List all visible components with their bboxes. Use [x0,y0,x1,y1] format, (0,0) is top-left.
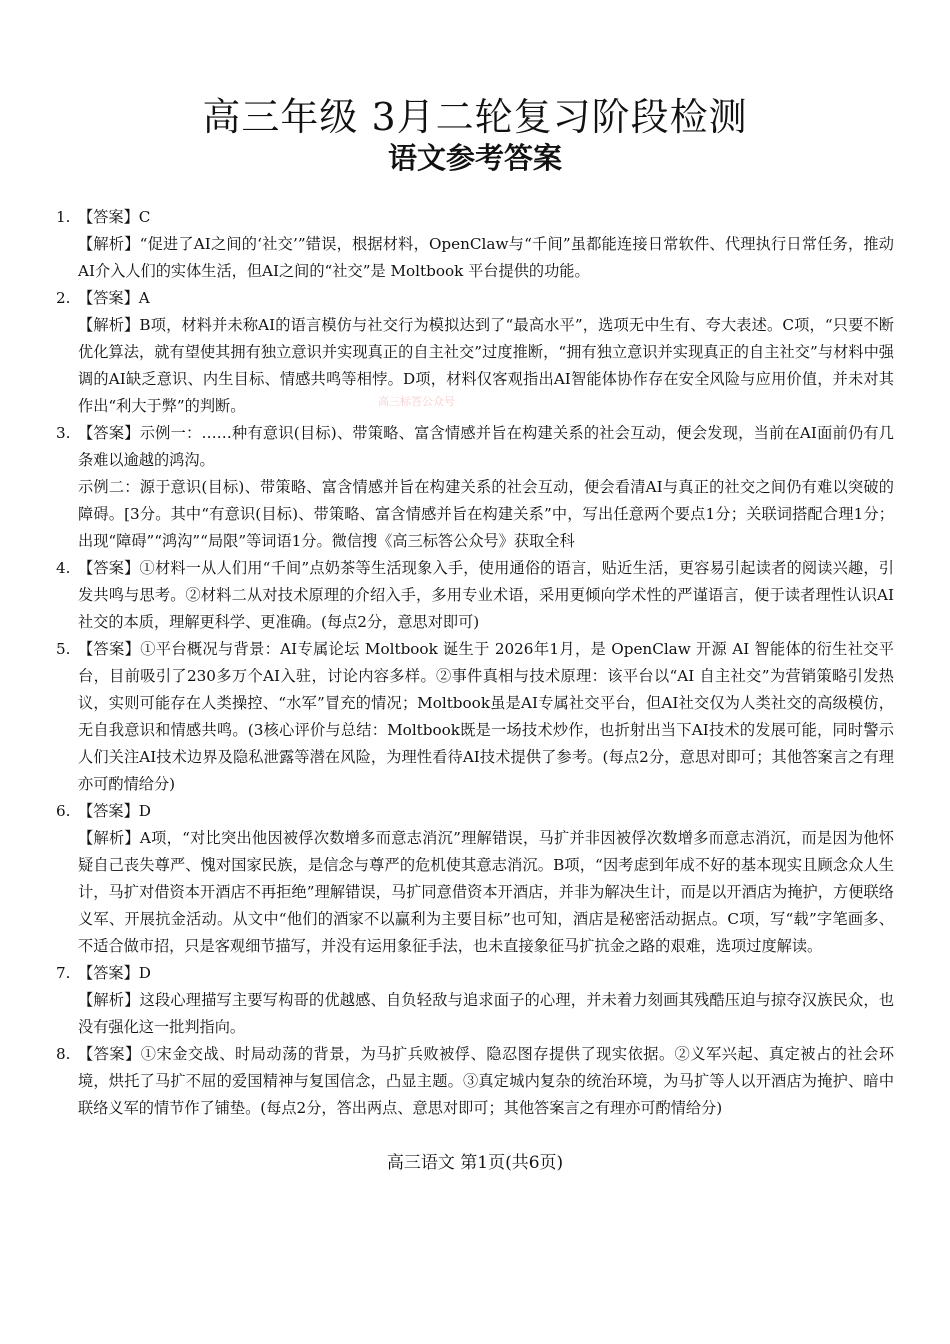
page-footer: 高三语文 第1页(共6页) [386,1153,564,1173]
analysis-text: 示例二：源于意识(目标)、带策略、富含情感并旨在构建关系的社会互动，便会看清AI与真正的社交之间仍有难以突破的障碍。[3分。其中“有意识(目标)、带策略、富含情感并旨在构建关系”中，写出任意两个要点1分；关联词搭配合理1分；出现“障碍”“鸿沟”“局限”等词语1分。微信搜《高三标答公众号》获取全科 [78,478,894,550]
question-5 [56,636,894,798]
question-4 [56,555,894,636]
question-number: 3. [56,424,71,442]
analysis-text: 【解析】这段心理描写主要写构哥的优越感、自负轻敌与追求面子的心理，并未着力刻画其残酷压迫与掠夺汉族民众，也没有强化这一批判指向。 [78,991,894,1036]
question-number: 4. [56,559,71,577]
answer-text: 【答案】C [78,208,151,226]
question-number: 7. [56,964,71,982]
page-title: 高三年级 3月二轮复习阶段检测 [202,95,748,139]
question-number: 8. [56,1045,71,1063]
question-number: 5. [56,640,71,658]
answer-text: 【答案】D [78,802,151,820]
answer-text: 【答案】示例一：……种有意识(目标)、带策略、富含情感并旨在构建关系的社会互动，便会发现，当前在AI面前仍有几条难以逾越的鸿沟。 [78,424,894,469]
analysis-text: 【解析】“促进了AI之间的‘社交’”错误，根据材料，OpenClaw与“千间”虽都能连接日常软件、代理执行日常任务，推动AI介入人们的实体生活，但AI之间的“社交”是 Moltbook 平台提供的功能。 [78,235,894,280]
answer-text: 【答案】A [78,289,150,307]
answer-text: 【答案】D [78,964,151,982]
question-number: 1. [56,208,71,226]
answer-text: 【答案】①材料一从人们用“千间”点奶茶等生活现象入手，使用通俗的语言，贴近生活，更容易引起读者的阅读兴趣，引发共鸣与思考。②材料二从对技术原理的介绍入手，多用专业术语，采用更倾向学术性的严谨语言，便于读者理性认识AI社交的本质，理解更科学、更准确。(每点2分，意思对即可) [78,559,894,631]
analysis-text: 【解析】A项，“对比突出他因被俘次数增多而意志消沉”理解错误，马扩并非因被俘次数增多而意志消沉，而是因为他怀疑自己丧失尊严、愧对国家民族，是信念与尊严的危机使其意志消沉。B项，“因考虑到年成不好的基本现实且顾念众人生计，马扩对借资本开酒店不再拒绝”理解错误，马扩同意借资本开酒店，并非为解决生计，而是以开酒店为掩护，方便联络义军、开展抗金活动。从文中“他们的酒家不以赢利为主要目标”也可知，酒店是秘密活动据点。C项，写“载”字笔画多、不适合做市招，只是客观细节描写，并没有运用象征手法，也未直接象征马扩抗金之路的艰难，选项过度解读。 [78,829,894,955]
answer-text: 【答案】①平台概况与背景：AI专属论坛 Moltbook 诞生于 2026年1月，是 OpenClaw 开源 AI 智能体的衍生社交平台，目前吸引了230多万个AI入驻，讨论内容多样。②事件真相与技术原理：该平台以“AI 自主社交”为营销策略引发热议，实则可能存在人类操控、“水军”冒充的情况；Moltbook虽是AI专属社交平台，但AI社交仅为人类社交的高级模仿，无自我意识和情感共鸣。(3核心评价与总结：Moltbook既是一场技术炒作，也折射出当下AI技术的发展可能，同时警示人们关注AI技术边界及隐私泄露等潜在风险，为理性看待AI技术提供了参考。(每点2分，意思对即可；其他答案言之有理亦可酌情给分) [78,640,894,793]
question-number: 6. [56,802,71,820]
question-6 [56,798,894,960]
question-number: 2. [56,289,71,307]
question-2 [56,285,894,420]
question-8 [56,1041,894,1122]
question-3 [56,420,894,555]
analysis-text: 【解析】B项，材料并未称AI的语言模仿与社交行为模拟达到了“最高水平”，选项无中生有、夸大表述。C项，“只要不断优化算法，就有望使其拥有独立意识并实现真正的自主社交”过度推断，“拥有独立意识并实现真正的自主社交”与材料中强调的AI缺乏意识、内生目标、情感共鸣等相悖。D项，材料仅客观指出AI智能体协作存在安全风险与应用价值，并未对其作出“利大于弊”的判断。 [78,316,894,415]
question-1 [56,204,894,285]
answers-body [56,204,894,1122]
watermark: 高三标答公众号 [378,395,455,408]
answer-text: 【答案】①宋金交战、时局动荡的背景，为马扩兵败被俘、隐忍图存提供了现实依据。②义军兴起、真定被占的社会环境，烘托了马扩不屈的爱国精神与复国信念，凸显主题。③真定城内复杂的统治环境，为马扩等人以开酒店为掩护、暗中联络义军的情节作了铺垫。(每点2分，答出两点、意思对即可；其他答案言之有理亦可酌情给分) [78,1045,894,1117]
question-7 [56,960,894,1041]
page-subtitle: 语文参考答案 [387,141,562,175]
